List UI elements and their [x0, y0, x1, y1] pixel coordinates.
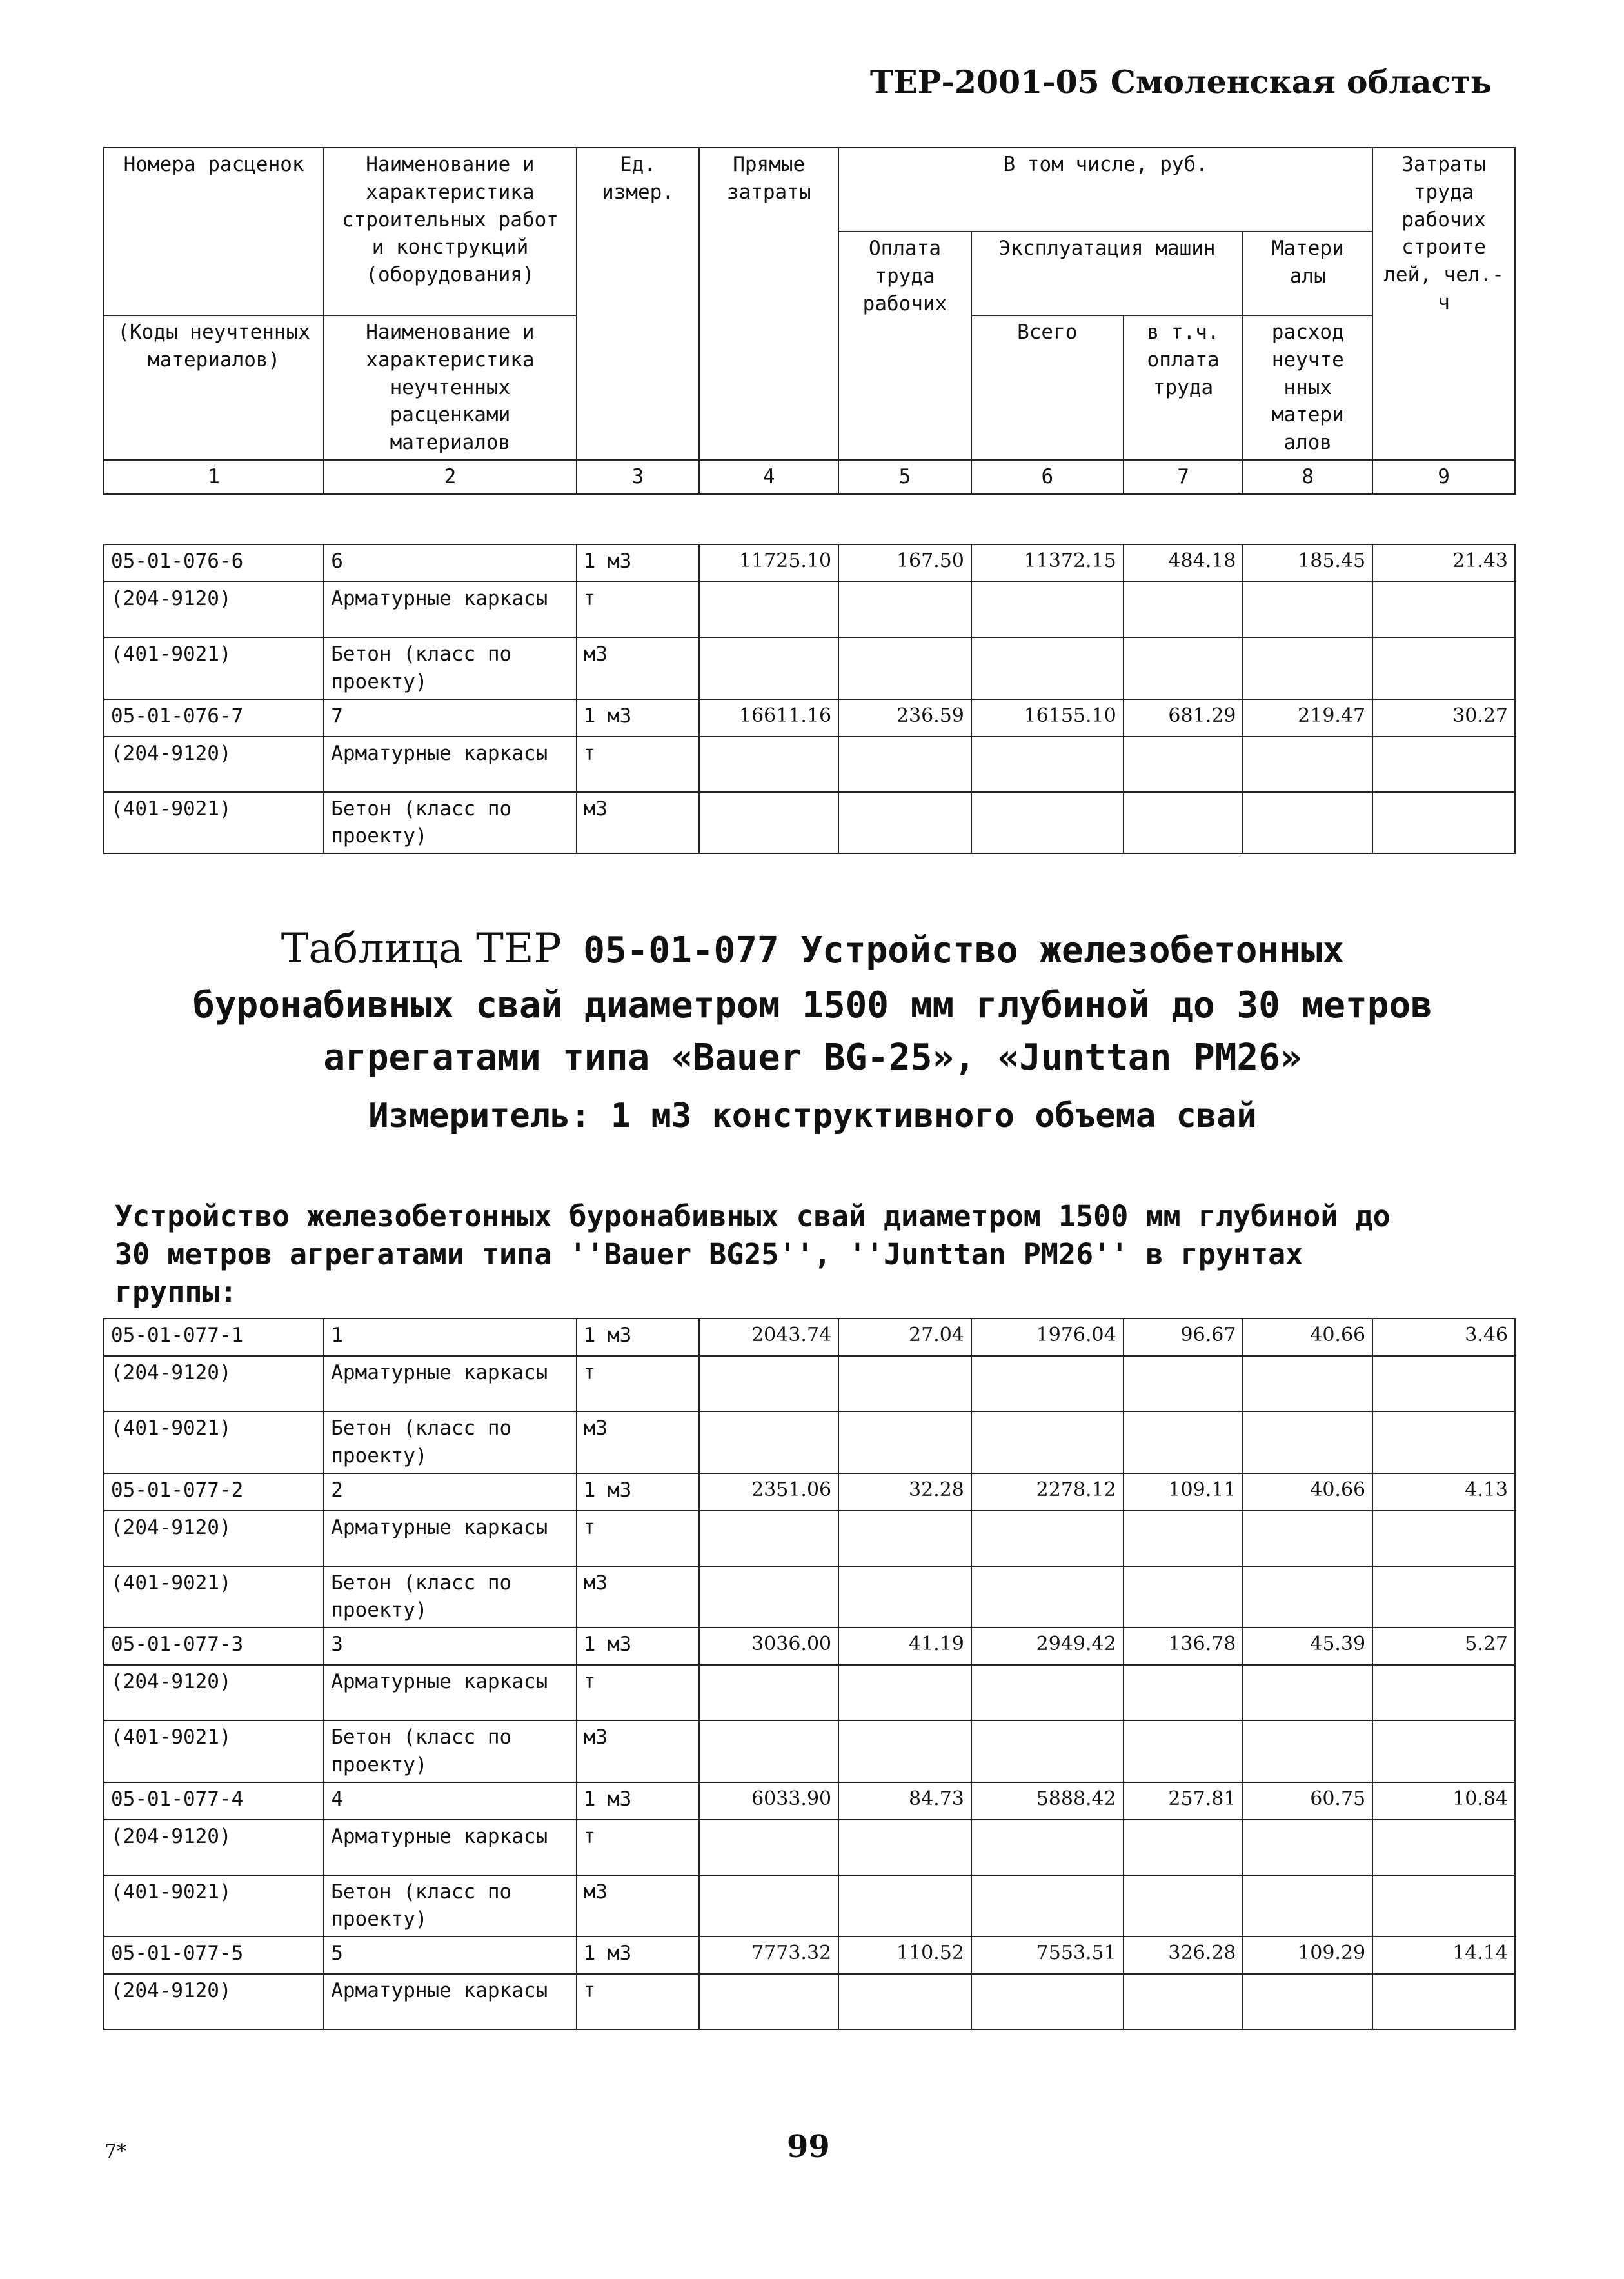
col-header-labor-hours: Затраты труда рабочих строите лей, чел.-ч [1372, 148, 1515, 460]
cell-mat [1243, 1411, 1372, 1473]
cell-mat [1243, 1356, 1372, 1411]
cell-mach [971, 1566, 1124, 1628]
cell-code: 05-01-077-3 [104, 1627, 324, 1665]
cell-code: (204-9120) [104, 1665, 324, 1720]
col-number: 7 [1124, 460, 1243, 494]
cell-mat [1243, 1875, 1372, 1937]
cell-direct [699, 792, 838, 854]
cell-code: (401-9021) [104, 1411, 324, 1473]
cell-direct [699, 1820, 838, 1875]
cell-mach [971, 1820, 1124, 1875]
cell-hours: 10.84 [1372, 1782, 1515, 1820]
cell-labor: 167.50 [838, 544, 971, 582]
cell-mat: 219.47 [1243, 699, 1372, 737]
table-row [104, 1936, 1515, 1974]
cell-direct [699, 1566, 838, 1628]
table-row [104, 582, 1515, 637]
cell-direct [699, 637, 838, 699]
table-row [104, 1473, 1515, 1511]
cell-name: Арматурные каркасы [324, 1356, 576, 1411]
cell-code: (204-9120) [104, 1511, 324, 1566]
rates-table-077 [103, 1318, 1516, 2030]
cell-labor: 27.04 [838, 1319, 971, 1356]
page-header-title: ТЕР-2001-05 Смоленская область [869, 63, 1492, 101]
cell-mach [971, 792, 1124, 854]
cell-unit: т [577, 1511, 700, 1566]
cell-direct [699, 1356, 838, 1411]
cell-name: Бетон (класс по проекту) [324, 792, 576, 854]
cell-labor [838, 737, 971, 792]
cell-unit: т [577, 737, 700, 792]
cell-mach [971, 1720, 1124, 1782]
table-row [104, 1566, 1515, 1628]
cell-direct: 7773.32 [699, 1936, 838, 1974]
cell-hours: 21.43 [1372, 544, 1515, 582]
cell-mat [1243, 1974, 1372, 2029]
cell-mach-labor: 96.67 [1124, 1319, 1243, 1356]
cell-mach [971, 1511, 1124, 1566]
cell-mat [1243, 582, 1372, 637]
cell-name: 4 [324, 1782, 576, 1820]
cell-unit: м3 [577, 1875, 700, 1937]
cell-code: (401-9021) [104, 1566, 324, 1628]
cell-mach [971, 1875, 1124, 1937]
cell-name: Бетон (класс по проекту) [324, 1566, 576, 1628]
col-header-name: Наименование и характеристика строительных работ и конструкций (оборудования) [324, 148, 576, 315]
cell-labor [838, 1875, 971, 1937]
cell-name: Арматурные каркасы [324, 582, 576, 637]
column-header-table [103, 147, 1516, 495]
cell-name: Арматурные каркасы [324, 1974, 576, 2029]
col-number: 6 [971, 460, 1124, 494]
cell-mach-labor: 681.29 [1124, 699, 1243, 737]
table-row [104, 1820, 1515, 1875]
cell-mat [1243, 637, 1372, 699]
cell-unit: м3 [577, 1720, 700, 1782]
cell-code: 05-01-077-2 [104, 1473, 324, 1511]
cell-mat [1243, 1720, 1372, 1782]
cell-code: (204-9120) [104, 1356, 324, 1411]
cell-labor: 110.52 [838, 1936, 971, 1974]
cell-mat [1243, 1566, 1372, 1628]
table-row [104, 637, 1515, 699]
cell-mat: 45.39 [1243, 1627, 1372, 1665]
table-row [104, 792, 1515, 854]
cell-hours: 4.13 [1372, 1473, 1515, 1511]
cell-mach-labor: 326.28 [1124, 1936, 1243, 1974]
rates-table-076 [103, 544, 1516, 854]
cell-code: (401-9021) [104, 792, 324, 854]
cell-hours [1372, 1820, 1515, 1875]
cell-mach [971, 637, 1124, 699]
section-title-line1: 05-01-077 Устройство железобетонных [583, 930, 1345, 971]
cell-mach-labor: 484.18 [1124, 544, 1243, 582]
cell-mach-labor [1124, 637, 1243, 699]
cell-unit: т [577, 1665, 700, 1720]
cell-unit: т [577, 1356, 700, 1411]
cell-mach: 2278.12 [971, 1473, 1124, 1511]
table-row [104, 699, 1515, 737]
cell-mach [971, 1665, 1124, 1720]
cell-name: 7 [324, 699, 576, 737]
cell-mach-labor [1124, 792, 1243, 854]
cell-hours [1372, 582, 1515, 637]
cell-mat: 40.66 [1243, 1473, 1372, 1511]
cell-unit: 1 м3 [577, 1936, 700, 1974]
cell-mach-labor [1124, 1511, 1243, 1566]
cell-direct: 2351.06 [699, 1473, 838, 1511]
cell-hours [1372, 1665, 1515, 1720]
cell-labor [838, 637, 971, 699]
col-header-unaccounted-name: Наименование и характеристика неучтенных расценками материалов [324, 315, 576, 460]
footnote-mark: 7* [104, 2140, 127, 2163]
table-row [104, 544, 1515, 582]
cell-direct: 11725.10 [699, 544, 838, 582]
cell-direct [699, 1974, 838, 2029]
cell-mach [971, 737, 1124, 792]
col-number: 3 [577, 460, 700, 494]
cell-mach [971, 582, 1124, 637]
cell-hours: 14.14 [1372, 1936, 1515, 1974]
cell-direct [699, 1411, 838, 1473]
cell-mach-labor: 136.78 [1124, 1627, 1243, 1665]
cell-labor [838, 1511, 971, 1566]
col-header-labor: Оплата труда рабочих [838, 232, 971, 460]
cell-unit: м3 [577, 792, 700, 854]
cell-mach-labor [1124, 1720, 1243, 1782]
cell-labor [838, 1974, 971, 2029]
cell-unit: 1 м3 [577, 1473, 700, 1511]
cell-direct [699, 1720, 838, 1782]
cell-direct: 3036.00 [699, 1627, 838, 1665]
cell-code: 05-01-076-7 [104, 699, 324, 737]
cell-hours: 30.27 [1372, 699, 1515, 737]
cell-mach-labor: 257.81 [1124, 1782, 1243, 1820]
cell-unit: м3 [577, 1411, 700, 1473]
cell-mat [1243, 792, 1372, 854]
cell-labor [838, 1566, 971, 1628]
cell-mach-labor [1124, 737, 1243, 792]
cell-direct: 16611.16 [699, 699, 838, 737]
cell-mach-labor [1124, 1566, 1243, 1628]
table-row [104, 1720, 1515, 1782]
cell-code: (204-9120) [104, 1974, 324, 2029]
cell-hours [1372, 1566, 1515, 1628]
cell-mach [971, 1356, 1124, 1411]
col-header-direct: Прямые затраты [699, 148, 838, 460]
cell-mach: 1976.04 [971, 1319, 1124, 1356]
cell-code: 05-01-077-5 [104, 1936, 324, 1974]
cell-labor [838, 1356, 971, 1411]
col-header-materials: Матери алы [1243, 232, 1372, 315]
section-title-line2: буронабивных свай диаметром 1500 мм глубиной до 30 метров [193, 984, 1432, 1026]
cell-direct [699, 1875, 838, 1937]
table-row [104, 1356, 1515, 1411]
cell-mach: 5888.42 [971, 1782, 1124, 1820]
cell-unit: 1 м3 [577, 1627, 700, 1665]
col-header-unaccounted-codes: (Коды неучтенных материалов) [104, 315, 324, 460]
cell-mach [971, 1411, 1124, 1473]
cell-mach: 16155.10 [971, 699, 1124, 737]
cell-mat [1243, 1820, 1372, 1875]
cell-unit: 1 м3 [577, 699, 700, 737]
cell-hours [1372, 1974, 1515, 2029]
cell-hours [1372, 792, 1515, 854]
cell-code: (204-9120) [104, 582, 324, 637]
cell-name: Арматурные каркасы [324, 1820, 576, 1875]
cell-mach-labor: 109.11 [1124, 1473, 1243, 1511]
cell-name: Бетон (класс по проекту) [324, 637, 576, 699]
table-row [104, 1665, 1515, 1720]
table-row [104, 1319, 1515, 1356]
cell-name: 3 [324, 1627, 576, 1665]
cell-unit: м3 [577, 1566, 700, 1628]
cell-unit: м3 [577, 637, 700, 699]
cell-name: Бетон (класс по проекту) [324, 1720, 576, 1782]
section-title-prefix: Таблица ТЕР [281, 925, 562, 973]
cell-mach-labor [1124, 1356, 1243, 1411]
cell-code: (204-9120) [104, 737, 324, 792]
cell-mach-labor [1124, 582, 1243, 637]
cell-hours [1372, 637, 1515, 699]
cell-unit: т [577, 1820, 700, 1875]
cell-mat [1243, 737, 1372, 792]
section-title [90, 919, 1535, 1084]
cell-mat [1243, 1511, 1372, 1566]
cell-name: Арматурные каркасы [324, 1665, 576, 1720]
cell-direct [699, 582, 838, 637]
cell-name: 2 [324, 1473, 576, 1511]
cell-hours [1372, 1511, 1515, 1566]
table-row [104, 737, 1515, 792]
cell-mach-labor [1124, 1820, 1243, 1875]
cell-mat: 40.66 [1243, 1319, 1372, 1356]
table-row [104, 1627, 1515, 1665]
cell-hours: 5.27 [1372, 1627, 1515, 1665]
cell-hours: 3.46 [1372, 1319, 1515, 1356]
col-header-including: В том числе, руб. [838, 148, 1372, 232]
cell-code: 05-01-077-1 [104, 1319, 324, 1356]
cell-mat: 60.75 [1243, 1782, 1372, 1820]
cell-code: (401-9021) [104, 1875, 324, 1937]
cell-mat: 109.29 [1243, 1936, 1372, 1974]
measure-unit: Измеритель: 1 м3 конструктивного объема свай [368, 1097, 1257, 1135]
cell-unit: 1 м3 [577, 544, 700, 582]
cell-code: 05-01-077-4 [104, 1782, 324, 1820]
cell-name: Арматурные каркасы [324, 737, 576, 792]
cell-mach: 7553.51 [971, 1936, 1124, 1974]
cell-hours [1372, 1720, 1515, 1782]
cell-labor [838, 792, 971, 854]
col-header-machines: Эксплуатация машин [971, 232, 1243, 315]
cell-mach-labor [1124, 1974, 1243, 2029]
cell-labor: 32.28 [838, 1473, 971, 1511]
cell-code: (204-9120) [104, 1820, 324, 1875]
cell-labor: 236.59 [838, 699, 971, 737]
cell-labor [838, 1820, 971, 1875]
col-header-unaccounted-materials: расход неучте нных матери алов [1243, 315, 1372, 460]
cell-code: (401-9021) [104, 1720, 324, 1782]
col-header-machines-total: Всего [971, 315, 1124, 460]
cell-direct: 6033.90 [699, 1782, 838, 1820]
cell-code: (401-9021) [104, 637, 324, 699]
cell-labor: 84.73 [838, 1782, 971, 1820]
cell-labor [838, 582, 971, 637]
col-number: 5 [838, 460, 971, 494]
col-number: 1 [104, 460, 324, 494]
table-row [104, 1974, 1515, 2029]
cell-hours [1372, 1875, 1515, 1937]
table-row [104, 1782, 1515, 1820]
table-row [104, 1411, 1515, 1473]
cell-hours [1372, 737, 1515, 792]
col-number: 2 [324, 460, 576, 494]
cell-mach-labor [1124, 1665, 1243, 1720]
col-number: 4 [699, 460, 838, 494]
cell-name: Бетон (класс по проекту) [324, 1411, 576, 1473]
cell-labor [838, 1720, 971, 1782]
cell-mach-labor [1124, 1411, 1243, 1473]
cell-direct: 2043.74 [699, 1319, 838, 1356]
col-header-codes-spacer [104, 232, 324, 315]
cell-name: 5 [324, 1936, 576, 1974]
col-header-codes: Номера расценок [104, 148, 324, 232]
cell-name: 1 [324, 1319, 576, 1356]
cell-name: Арматурные каркасы [324, 1511, 576, 1566]
cell-hours [1372, 1356, 1515, 1411]
cell-direct [699, 1511, 838, 1566]
cell-unit: т [577, 582, 700, 637]
cell-hours [1372, 1411, 1515, 1473]
col-number: 9 [1372, 460, 1515, 494]
cell-unit: 1 м3 [577, 1319, 700, 1356]
cell-labor: 41.19 [838, 1627, 971, 1665]
section-title-line3: агрегатами типа «Bauer BG-25», «Junttan PM26» [323, 1036, 1302, 1079]
cell-mat: 185.45 [1243, 544, 1372, 582]
cell-code: 05-01-076-6 [104, 544, 324, 582]
cell-mach [971, 1974, 1124, 2029]
cell-mach-labor [1124, 1875, 1243, 1937]
cell-mach: 2949.42 [971, 1627, 1124, 1665]
col-number: 8 [1243, 460, 1372, 494]
cell-labor [838, 1665, 971, 1720]
section-description: Устройство железобетонных буронабивных свай диаметром 1500 мм глубиной до 30 метров агрегатами типа ''Bauer BG25'', ''Junttan PM26'' в грунтах группы: [115, 1199, 1391, 1309]
cell-mat [1243, 1665, 1372, 1720]
cell-mach: 11372.15 [971, 544, 1124, 582]
cell-name: 6 [324, 544, 576, 582]
cell-name: Бетон (класс по проекту) [324, 1875, 576, 1937]
col-header-unit: Ед. измер. [577, 148, 700, 460]
cell-labor [838, 1411, 971, 1473]
page-number: 99 [787, 2129, 830, 2165]
cell-unit: 1 м3 [577, 1782, 700, 1820]
cell-direct [699, 1665, 838, 1720]
table-row [104, 1511, 1515, 1566]
cell-direct [699, 737, 838, 792]
cell-unit: т [577, 1974, 700, 2029]
col-header-machines-labor: в т.ч. оплата труда [1124, 315, 1243, 460]
table-row [104, 1875, 1515, 1937]
